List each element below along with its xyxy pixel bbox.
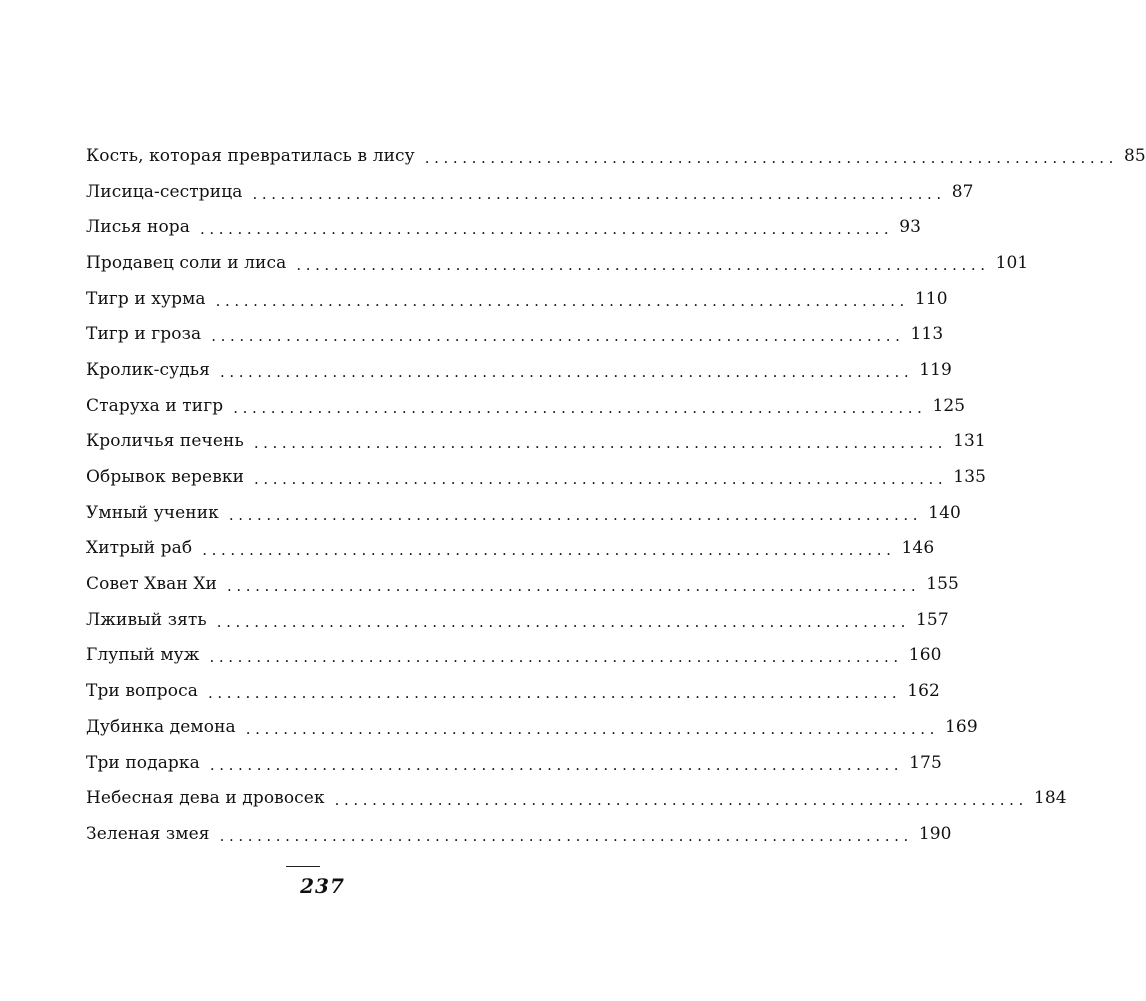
toc-entry-title: Умный ученик <box>86 502 219 523</box>
dot-leader: .......................................................................... <box>209 755 904 774</box>
toc-entry-page: 87 <box>951 181 974 202</box>
toc-entry <box>86 745 942 781</box>
toc-entry-page: 135 <box>953 467 987 488</box>
toc-entry <box>86 352 952 388</box>
toc-entry-page: 113 <box>910 324 944 345</box>
toc-entry <box>86 495 961 531</box>
toc-entry <box>86 673 940 709</box>
toc-entry <box>86 209 922 245</box>
toc-entry-title: Зеленая змея <box>86 823 210 844</box>
dot-leader: .......................................................................... <box>334 791 1028 810</box>
dot-leader: .......................................................................... <box>253 434 948 453</box>
dot-leader: .......................................................................... <box>219 362 914 381</box>
toc-entry <box>86 566 959 602</box>
toc-entry-title: Кроличья печень <box>86 431 244 452</box>
dot-leader: .......................................................................... <box>202 541 896 560</box>
toc-entry <box>86 388 966 424</box>
toc-entry-title: Лисица-сестрица <box>86 181 243 202</box>
toc-entry-page: 93 <box>899 217 922 238</box>
toc-entry-page: 85 <box>1124 145 1146 166</box>
toc-entry-title: Три вопроса <box>86 681 198 702</box>
toc-entry <box>86 816 952 852</box>
dot-leader: .......................................................................... <box>424 148 1119 167</box>
toc-entry-title: Дубинка демона <box>86 716 236 737</box>
toc-entry-title: Старуха и тигр <box>86 395 224 416</box>
toc-entry-title: Небесная дева и дровосек <box>86 788 325 809</box>
toc-entry-title: Совет Хван Хи <box>86 574 217 595</box>
dot-leader: .......................................................................... <box>226 577 921 596</box>
toc-entry-title: Тигр и гроза <box>86 324 202 345</box>
dot-leader: .......................................................................... <box>211 327 905 346</box>
dot-leader: .......................................................................... <box>254 470 948 489</box>
dot-leader: .......................................................................... <box>245 719 939 738</box>
toc-entry-page: 131 <box>953 431 986 452</box>
toc-entry-page: 125 <box>932 395 966 416</box>
dot-leader: .......................................................................... <box>219 826 913 845</box>
dot-leader: .......................................................................... <box>233 398 927 417</box>
toc-entry <box>86 709 978 745</box>
toc-entry-title: Три подарка <box>86 752 200 773</box>
dot-leader: .......................................................................... <box>200 220 894 239</box>
page-number-rule <box>286 866 320 867</box>
toc-entry-page: 190 <box>918 823 952 844</box>
toc-entry <box>86 138 1146 174</box>
toc-entry <box>86 245 1029 281</box>
toc-entry-title: Лживый зять <box>86 609 207 630</box>
toc-entry-page: 157 <box>916 609 949 630</box>
toc-entry <box>86 424 986 460</box>
toc-entry-page: 110 <box>914 288 948 309</box>
toc-entry-title: Кролик-судья <box>86 359 210 380</box>
toc-entry <box>86 780 1067 816</box>
toc-entry-title: Лисья нора <box>86 217 191 238</box>
toc-entry-title: Тигр и хурма <box>86 288 206 309</box>
toc-entry-page: 184 <box>1033 788 1067 809</box>
toc-entry-title: Хитрый раб <box>86 538 193 559</box>
toc-entry-page: 140 <box>928 502 961 523</box>
page-number: 237 <box>300 874 345 898</box>
toc-entry <box>86 638 942 674</box>
dot-leader: .......................................................................... <box>209 648 903 667</box>
toc-entry <box>86 602 949 638</box>
toc-entry-page: 175 <box>909 752 942 773</box>
table-of-contents <box>86 138 1146 852</box>
dot-leader: .......................................................................... <box>252 184 946 203</box>
toc-entry-title: Продавец соли и лиса <box>86 252 287 273</box>
dot-leader: .......................................................................... <box>296 255 990 274</box>
toc-entry-page: 169 <box>945 716 978 737</box>
dot-leader: .......................................................................... <box>207 684 902 703</box>
toc-entry-title: Глупый муж <box>86 645 200 666</box>
toc-entry-page: 155 <box>926 574 959 595</box>
toc-entry <box>86 459 987 495</box>
toc-entry <box>86 316 944 352</box>
toc-entry-page: 146 <box>901 538 935 559</box>
toc-entry-page: 160 <box>908 645 942 666</box>
dot-leader: .......................................................................... <box>215 291 909 310</box>
toc-entry <box>86 531 935 567</box>
toc-entry-page: 119 <box>919 359 952 380</box>
toc-entry-title: Кость, которая превратилась в лису <box>86 145 415 166</box>
toc-entry <box>86 281 948 317</box>
dot-leader: .......................................................................... <box>228 505 923 524</box>
toc-entry-page: 101 <box>995 252 1029 273</box>
toc-entry-page: 162 <box>907 681 940 702</box>
toc-entry-title: Обрывок веревки <box>86 467 245 488</box>
dot-leader: .......................................................................... <box>216 612 910 631</box>
toc-entry <box>86 174 974 210</box>
